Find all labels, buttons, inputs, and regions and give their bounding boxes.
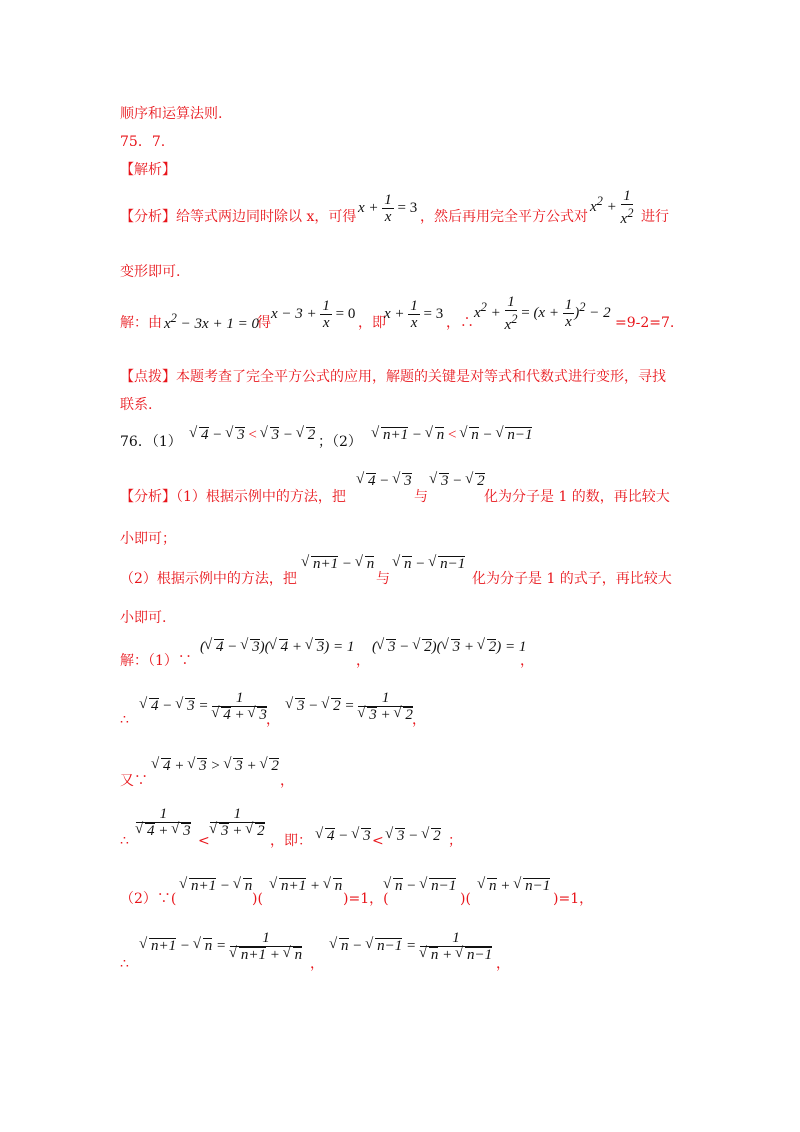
math-formula: 1 √ 4 + √ 3 <box>136 806 191 839</box>
text-line: 75．7. <box>120 134 166 150</box>
text-line: ， <box>520 653 534 669</box>
text-line: 与 <box>414 489 428 505</box>
text-line: ， <box>412 712 426 728</box>
text-line: 【分析】（1）根据示例中的方法，把 <box>120 489 346 505</box>
text-line: 【分析】给等式两边同时除以 x，可得 <box>120 209 357 225</box>
text-line: 进行 <box>641 209 669 225</box>
text-line: 小即可； <box>120 531 176 547</box>
math-formula: √ n+1 − √ n = 1 √ n+1 + √ n <box>140 930 302 963</box>
math-formula: x + $\frac{1}{x}$ = 3 <box>384 298 444 331</box>
text-line: ， <box>496 956 510 972</box>
text-line: )=1， <box>553 891 594 907</box>
math-formula: √ 3 − √ 2 <box>430 473 485 490</box>
text-line: 得 <box>257 315 271 331</box>
text-line: 又∵ <box>120 773 148 789</box>
text-line: ； <box>448 833 462 849</box>
text-line: 【解析】 <box>120 162 176 178</box>
math-formula: $x^2$ + $\frac{1}{x^2}$ = (x + $\frac{1}{x}$ )$^2$ − 2 <box>474 294 611 333</box>
math-formula: (√ 3 − √ 2)(√ 3 + √ 2) = 1 <box>372 639 526 656</box>
text-line: )( <box>460 891 471 907</box>
math-formula: √ n − √ n−1 = 1 √ n + √ n−1 <box>330 930 492 963</box>
math-formula: √ 4 − √ 3 = 1 √ 4 + √ 3 <box>140 690 267 723</box>
text-line: （2）根据示例中的方法，把 <box>120 571 297 587</box>
math-formula: √ n+1 − √ n < √ n − √ n−1 <box>372 427 532 444</box>
math-formula: $x^2 - 3x + 1 = 0$ <box>164 311 259 332</box>
math-formula: √ n − √ n−1 <box>384 878 456 895</box>
text-line: ；（2） <box>318 434 362 450</box>
text-line: ，∴ <box>446 315 474 331</box>
text-line: 解：由 <box>120 315 162 331</box>
text-line: 解：（1）∵ <box>120 653 192 669</box>
math-formula: $x^2$ + $\frac{1}{x^2}$ <box>590 188 634 227</box>
text-line: 小即可. <box>120 610 167 626</box>
text-line: 化为分子是 1 的数，再比较大 <box>484 489 670 505</box>
text-line: )=1，( <box>343 891 389 907</box>
math-formula: √ 4 − √ 3 <box>357 473 412 490</box>
text-line: 与 <box>376 571 390 587</box>
text-line: ， <box>310 956 324 972</box>
math-formula: (√ 4 − √ 3)(√ 4 + √ 3) = 1 <box>200 639 354 656</box>
math-formula: √ n+1 + √ n <box>270 878 342 895</box>
text-line: 化为分子是 1 的式子，再比较大 <box>472 571 672 587</box>
math-formula: √ n+1 − √ n <box>180 878 252 895</box>
math-formula: 1 √ 3 + √ 2 <box>210 806 265 839</box>
text-line: 变形即可. <box>120 264 181 280</box>
math-formula: √ 3 − √ 2 <box>386 828 441 845</box>
text-line: 联系. <box>120 397 153 413</box>
math-formula: √ n − √ n−1 <box>393 556 465 573</box>
text-line: 76．（1） <box>120 434 182 450</box>
text-line: ∴ <box>120 833 129 849</box>
math-formula: √ 4 − √ 3 <box>316 828 371 845</box>
text-line: ∴ <box>120 712 129 728</box>
text-line: 【点拨】本题考查了完全平方公式的应用，解题的关键是对等式和代数式进行变形，寻找 <box>120 369 666 385</box>
math-formula: √ n + √ n−1 <box>478 878 550 895</box>
text-line: ，然后再用完全平方公式对 <box>420 209 588 225</box>
text-line: )( <box>252 891 263 907</box>
text-line: 顺序和运算法则. <box>120 106 223 122</box>
text-line: ， <box>280 773 294 789</box>
text-line: ，即 <box>358 315 386 331</box>
math-formula: x + $\frac{1}{x}$ = 3 <box>358 192 418 225</box>
text-line: ∴ <box>120 956 129 972</box>
text-line: （2）∵( <box>120 891 177 907</box>
math-formula: √ 4 + √ 3 > √ 3 + √ 2 <box>152 758 279 775</box>
text-line: =9-2=7. <box>615 315 675 331</box>
text-line: ， <box>266 712 280 728</box>
math-formula: √ 3 − √ 2 = 1 √ 3 + √ 2 <box>286 690 413 723</box>
text-line: < <box>372 833 384 849</box>
text-line: ，即： <box>270 833 312 849</box>
text-line: ， <box>356 653 370 669</box>
math-formula: √ 4 − √ 3 < √ 3 − √ 2 <box>190 427 315 444</box>
text-line: < <box>198 833 210 849</box>
math-formula: x − 3 + $\frac{1}{x}$ = 0 <box>271 298 356 331</box>
math-formula: √ n+1 − √ n <box>302 556 374 573</box>
